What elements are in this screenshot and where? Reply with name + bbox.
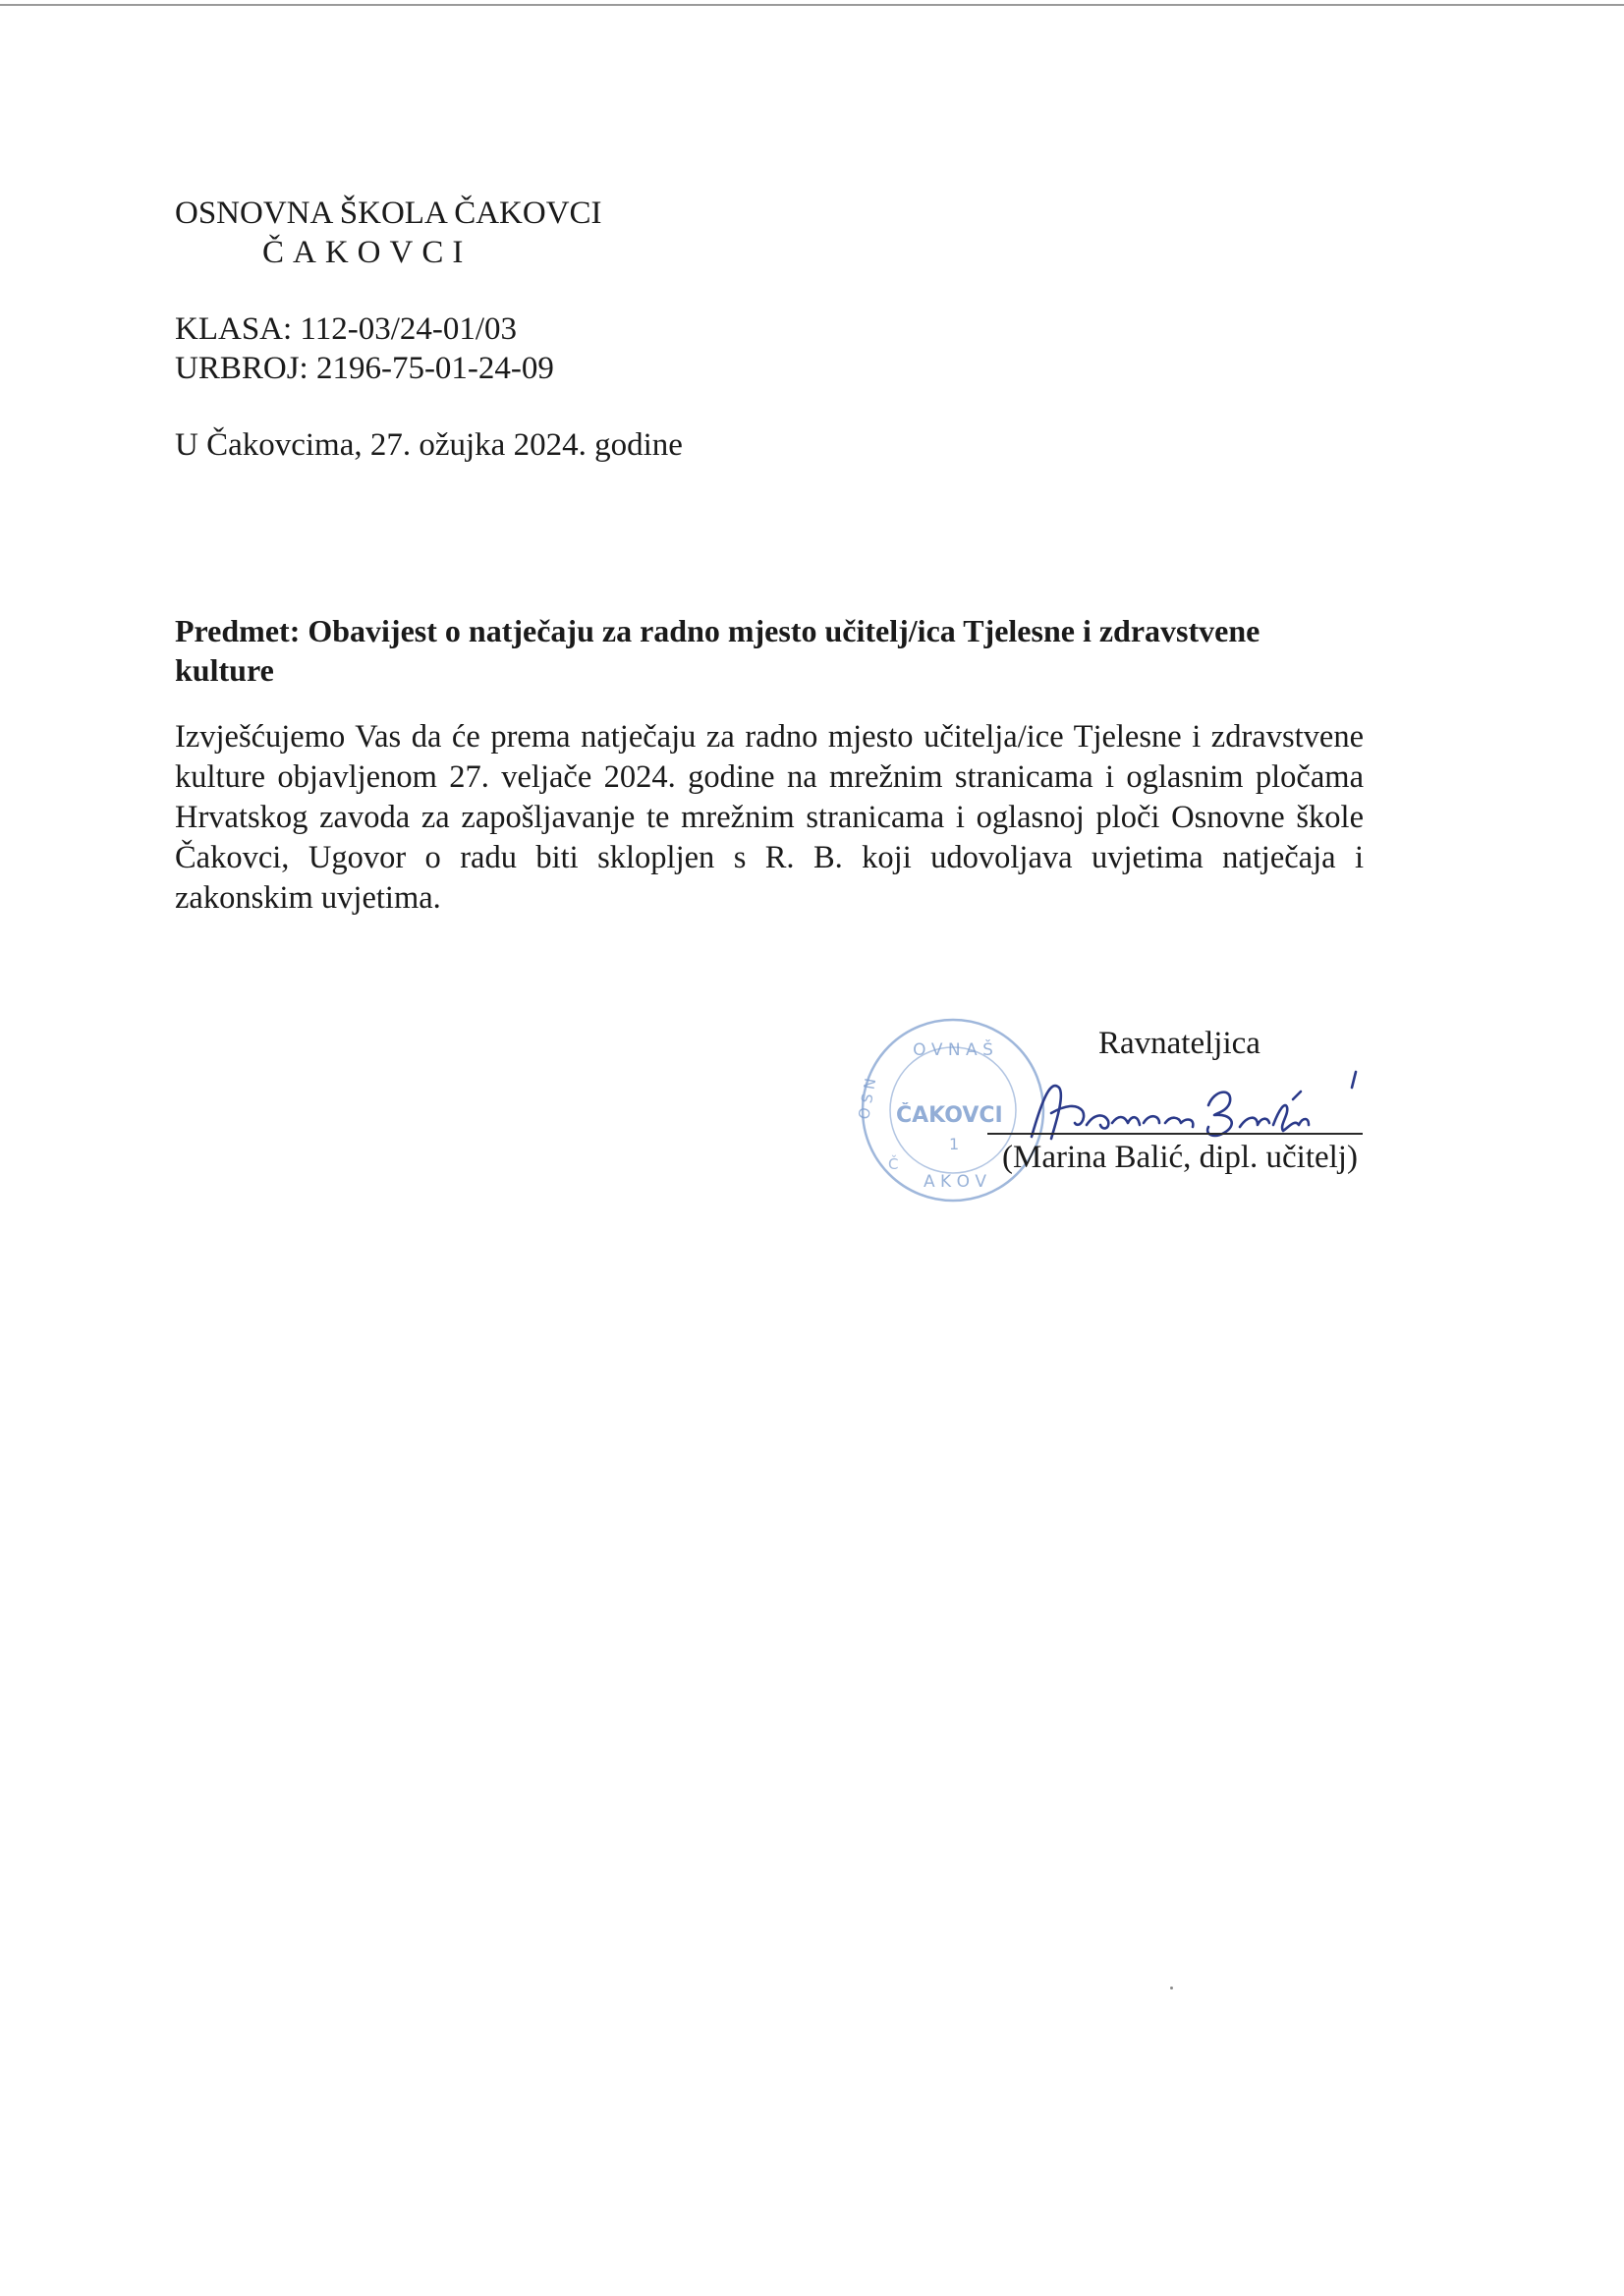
svg-text:A K O V: A K O V bbox=[924, 1172, 986, 1192]
svg-text:ČAKOVCI: ČAKOVCI bbox=[896, 1103, 1003, 1128]
place-and-date: U Čakovcima, 27. ožujka 2024. godine bbox=[175, 427, 683, 463]
page-top-rule bbox=[0, 4, 1624, 6]
signature-line bbox=[987, 1133, 1363, 1135]
klasa-reference: KLASA: 112-03/24-01/03 bbox=[175, 311, 518, 347]
svg-text:1: 1 bbox=[949, 1135, 960, 1153]
body-paragraph: Izvješćujemo Vas da će prema natječaju za radno mjesto učitelja/ice Tjelesne i zdravstvene kulture objavljenom 27. veljače 2024. godine na mrežnim stranicama i oglasnim pločama Hrvatskog zavoda za zapošljavanje te mrežnim stranicama i oglasnoj ploči Osnovne škole Čakovci, Ugovor o radu biti sklopljen s R. B. koji udovoljava uvjetima natječaja i zakonskim uvjetima. bbox=[175, 719, 1364, 916]
svg-text:O V N A Š: O V N A Š bbox=[913, 1040, 993, 1060]
urbroj-reference: URBROJ: 2196-75-01-24-09 bbox=[175, 351, 554, 386]
svg-text:O S N: O S N bbox=[855, 1077, 880, 1121]
signatory-title: Ravnateljica bbox=[1098, 1026, 1260, 1061]
subject-line: Predmet: Obavijest o natječaju za radno mjesto učitelj/ica Tjelesne i zdravstvene kulture bbox=[175, 613, 1260, 688]
school-name: OSNOVNA ŠKOLA ČAKOVCI bbox=[175, 196, 602, 231]
svg-text:Č: Č bbox=[888, 1155, 899, 1173]
school-city: ČAKOVCI bbox=[262, 235, 473, 270]
scan-speck bbox=[1170, 1987, 1173, 1989]
signatory-name: (Marina Balić, dipl. učitelj) bbox=[1002, 1140, 1358, 1175]
